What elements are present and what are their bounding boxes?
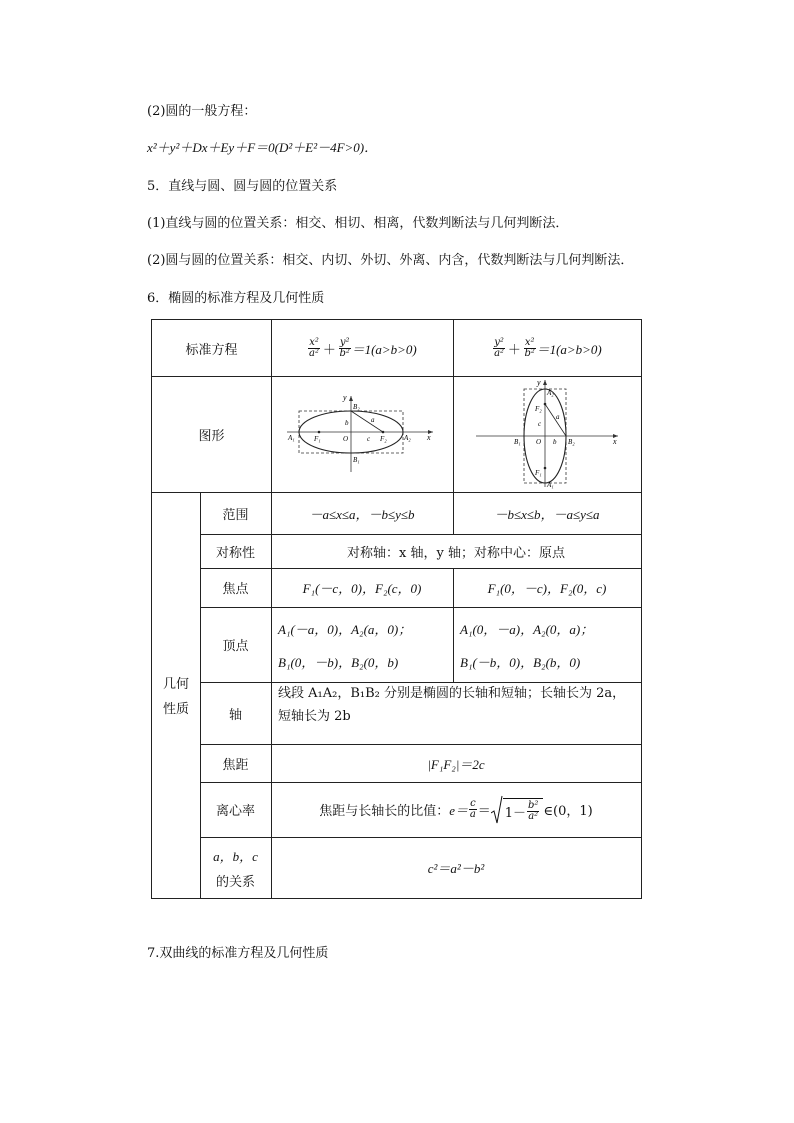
row-label-focal-distance: 焦距 <box>222 757 249 773</box>
svg-text:c: c <box>538 420 542 428</box>
svg-text:F₂: F₂ <box>380 435 387 443</box>
geometry-properties-group-label: 几何 性质 <box>162 677 189 717</box>
svg-text:y: y <box>343 394 347 402</box>
focal-distance-value: |F₁F₂|＝2c <box>427 756 485 772</box>
svg-text:B₁: B₁ <box>514 438 521 446</box>
vertices-horizontal: A₁(－a，0)，A₂(a，0)； B₁(0，－b)，B₂(0，b) <box>278 621 412 670</box>
svg-text:A₁: A₁ <box>288 434 295 442</box>
paragraph-line-circle: (1)直线与圆的位置关系：相交、相切、相离，代数判断法与几何判断法． <box>147 216 569 231</box>
svg-text:x: x <box>613 437 617 446</box>
svg-text:O: O <box>536 438 542 446</box>
row-label-vertices: 顶点 <box>222 639 249 654</box>
svg-text:F₁: F₁ <box>535 469 542 477</box>
paragraph-circle-general-heading: (2)圆的一般方程： <box>147 104 257 119</box>
figure-vertical-ellipse <box>453 376 641 492</box>
horizontal-ellipse-diagram <box>287 394 437 474</box>
svg-text:a: a <box>556 413 560 421</box>
vertical-ellipse-diagram <box>472 379 622 489</box>
paragraph-circle-general-equation: x²＋y²＋Dx＋Ey＋F＝0(D²＋E²－4F>0)． <box>147 140 378 155</box>
svg-text:A₂: A₂ <box>404 434 411 442</box>
row-label-foci: 焦点 <box>222 582 249 597</box>
symmetry-value: 对称轴：x 轴，y 轴；对称中心：原点 <box>347 545 565 561</box>
figure-label: 图形 <box>198 428 225 444</box>
svg-text:c: c <box>367 435 371 443</box>
row-label-axis: 轴 <box>228 707 242 723</box>
svg-text:B₂: B₂ <box>353 403 360 411</box>
vertices-vertical: A₁(0，－a)，A₂(0，a)； B₁(－b，0)，B₂(b，0) <box>460 621 594 670</box>
row-label-abc-relation: a，b，c 的关系 <box>213 848 258 890</box>
svg-text:y: y <box>537 379 541 387</box>
svg-text:B₁: B₁ <box>353 456 360 464</box>
svg-text:A₂: A₂ <box>547 389 554 397</box>
row-label-eccentricity: 离心率 <box>215 804 255 819</box>
abc-relation-value: c²＝a²－b² <box>427 861 485 876</box>
section-heading-7: 7.双曲线的标准方程及几何性质 <box>147 946 329 961</box>
svg-text:A₁: A₁ <box>547 481 554 489</box>
svg-text:a: a <box>371 416 375 424</box>
svg-text:F₁: F₁ <box>314 435 321 443</box>
svg-text:B₂: B₂ <box>568 438 575 446</box>
paragraph-circle-circle: (2)圆与圆的位置关系：相交、内切、外切、外离、内含，代数判断法与几何判断法． <box>147 253 634 268</box>
ellipse-properties-table <box>151 319 642 899</box>
axis-value: 线段 A₁A₂，B₁B₂ 分别是椭圆的长轴和短轴；长轴长为 2a， 短轴长为 2b <box>278 686 626 724</box>
svg-text:O: O <box>343 435 349 443</box>
svg-text:b: b <box>345 419 349 427</box>
equation-horizontal: $\frac{\text{x²}}{\text{a²}}$ ＋ $\frac{\text{y²}}{\text{b²}}$ ＝1(a>b>0) <box>309 336 417 359</box>
section-heading-6: 6．椭圆的标准方程及几何性质 <box>147 291 325 306</box>
range-vertical: －b≤x≤b，－a≤y≤a <box>494 506 600 522</box>
row-label-range: 范围 <box>222 507 249 523</box>
header-label: 标准方程 <box>185 342 238 358</box>
range-horizontal: －a≤x≤a，－b≤y≤b <box>309 506 415 522</box>
svg-text:F₂: F₂ <box>535 405 542 413</box>
row-label-symmetry: 对称性 <box>215 545 255 561</box>
svg-text:b: b <box>553 438 557 446</box>
foci-horizontal: F₁(－c，0)，F₂(c，0) <box>302 581 422 596</box>
section-heading-5: 5．直线与圆、圆与圆的位置关系 <box>147 179 338 194</box>
eccentricity-value: 焦距与长轴长的比值： e＝ $\frac{c}{a}$ ＝ 1－ $\frac{\text{b²}}{\text{a²}}$ ∈(0，1) <box>271 782 641 837</box>
sqrt-expression: 1－ $\frac{\text{b²}}{\text{a²}}$ <box>491 795 544 825</box>
figure-horizontal-ellipse <box>271 376 453 492</box>
svg-text:x: x <box>427 433 431 442</box>
foci-vertical: F₁(0，－c)，F₂(0，c) <box>487 581 607 596</box>
equation-vertical: $\frac{\text{y²}}{\text{a²}}$ ＋ $\frac{\text{x²}}{\text{b²}}$ ＝1(a>b>0) <box>494 336 602 359</box>
